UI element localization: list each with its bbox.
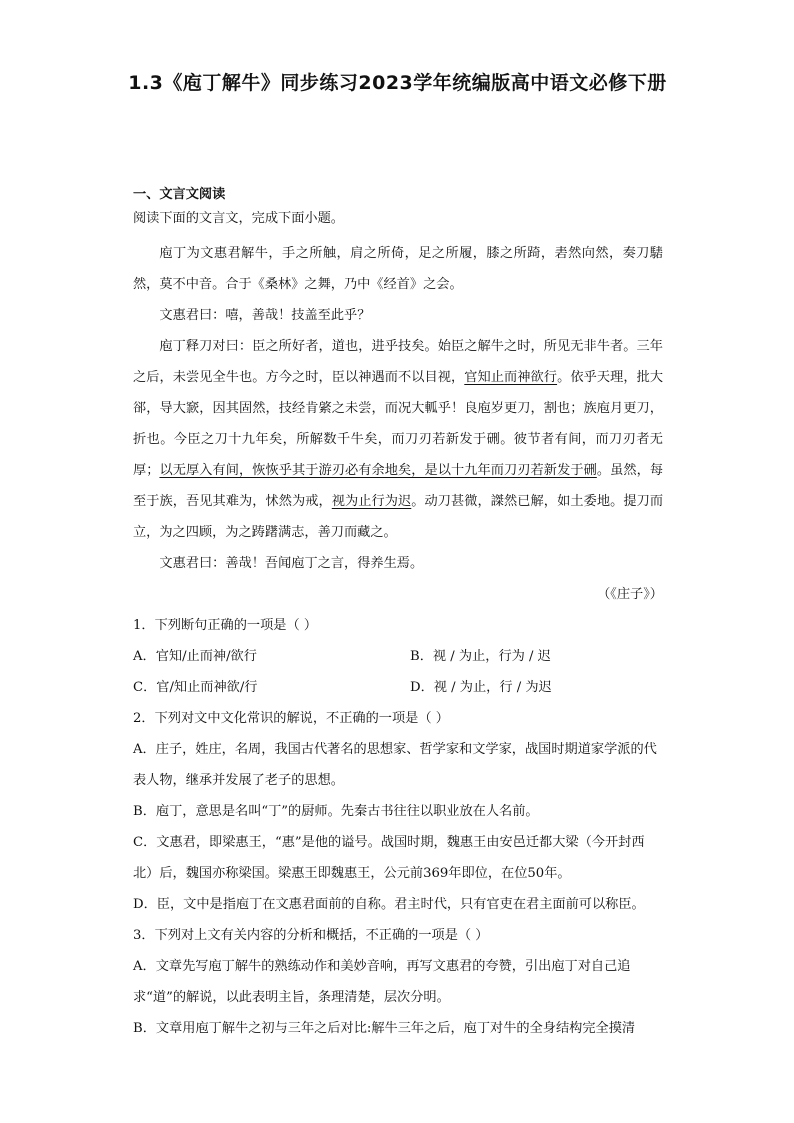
- question-1-option-b[interactable]: B．视 / 为止，行为 / 迟: [410, 649, 551, 664]
- question-2-option-a[interactable]: A．庄子，姓庄，名周，我国古代著名的思想家、哲学家和文学家，战国时期道家学派的代表人物，继承并发展了老子的思想。: [133, 742, 657, 788]
- document-title: 1.3《庖丁解牛》同步练习2023学年统编版高中语文必修下册: [128, 72, 667, 94]
- passage-text: 。依乎天理，批大郤，导大窾，因其固然，技经肯綮之未尝，而况大軱乎！良庖岁更刀，割也；族庖月更刀，折也。今臣之刀十九年矣，所解数千牛矣，而刀刃若新发于硎。彼节者有间，而刀刃者无厚；: [133, 370, 664, 478]
- underlined-phrase-2: 以无厚入有间，恢恢乎其于游刃必有余地矣，是以十九年而刀刃若新发于硎: [159, 463, 597, 478]
- passage-paragraph-4: 文惠君曰：善哉！吾闻庖丁之言，得养生焉。: [159, 556, 424, 571]
- question-1-option-d[interactable]: D．视 / 为止，行 / 为迟: [410, 680, 552, 695]
- question-1-options-row-1: [133, 641, 663, 672]
- question-2-option-d[interactable]: D．臣，文中是指庖丁在文惠君面前的自称。君主时代，只有官吏在君主面前可以称臣。: [133, 897, 645, 912]
- section-instruction: 阅读下面的文言文，完成下面小题。: [133, 211, 344, 226]
- question-1-options-row-2: [133, 672, 663, 703]
- underlined-phrase-3: 视为止行为迟: [331, 494, 412, 509]
- question-1-stem: 1．下列断句正确的一项是（ ）: [133, 618, 318, 633]
- question-3-option-b[interactable]: B．文章用庖丁解牛之初与三年之后对比:解牛三年之后，庖丁对牛的全身结构完全摸清: [133, 1021, 636, 1036]
- question-3-stem: 3．下列对上文有关内容的分析和概括，不正确的一项是（ ）: [133, 928, 489, 943]
- passage-source: （《庄子》）: [597, 587, 663, 602]
- document-body: [133, 184, 663, 1044]
- passage-paragraph-1: 庖丁为文惠君解牛，手之所触，肩之所倚，足之所履，膝之所踦，砉然向然，奏刀騞然，莫不中音。合于《桑林》之舞，乃中《经首》之会。: [133, 246, 663, 292]
- question-1-option-c[interactable]: C．官/知止而神欲/行: [133, 680, 258, 695]
- passage-text: 。虽然，每至于族，吾见其难为，怵然为戒，: [133, 463, 664, 509]
- passage-text: 。动刀甚微，謋然已解，如土委地。提刀而立，为之四顾，为之踌躇满志，善刀而藏之。: [133, 494, 664, 540]
- passage-paragraph-2: 文惠君曰：嘻，善哉！技盖至此乎？: [159, 308, 371, 323]
- underlined-phrase-1: 官知止而神欲行: [464, 370, 558, 385]
- section-heading: 一、文言文阅读: [133, 187, 226, 202]
- question-2-option-c[interactable]: C．文惠君，即梁惠王，“惠”是他的谥号。战国时期，魏惠王由安邑迁都大梁（今开封西北）后，魏国亦称梁国。梁惠王即魏惠王，公元前369年即位，在位50年。: [133, 835, 645, 881]
- question-1-option-a[interactable]: A．官知/止而神/欲行: [133, 649, 257, 664]
- question-3-option-a[interactable]: A．文章先写庖丁解牛的熟练动作和美妙音响，再写文惠君的夸赞，引出庖丁对自己追求“道”的解说，以此表明主旨，条理清楚，层次分明。: [133, 959, 631, 1005]
- passage-paragraph-3: [133, 331, 663, 548]
- question-2-stem: 2．下列对文中文化常识的解说，不正确的一项是（ ）: [133, 711, 449, 726]
- passage-text: 庖丁释刀对曰：臣之所好者，道也，进乎技矣。始臣之解牛之时，所见无非牛者。三年之后，未尝见全牛也。方今之时，臣以神遇而不以目视，: [133, 339, 663, 385]
- question-2-option-b[interactable]: B．庖丁，意思是名叫“丁”的厨师。先秦古书往往以职业放在人名前。: [133, 804, 539, 819]
